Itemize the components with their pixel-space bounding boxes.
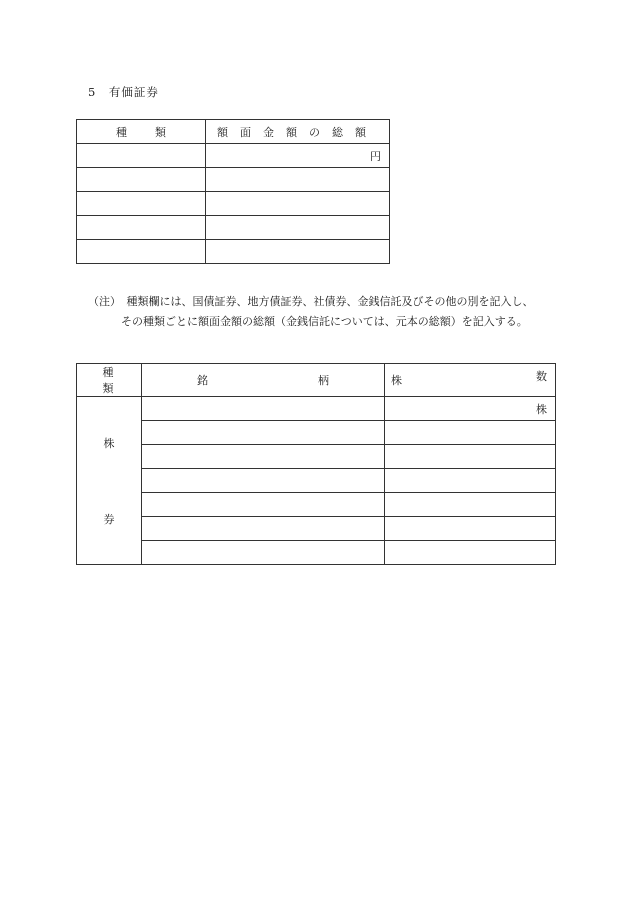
header-issue-name-right: 柄 [318,374,329,387]
header-issue-name [142,364,385,397]
kind-stock-top: 株 [103,436,115,450]
stock-certificates-table [76,363,556,565]
table-row [77,469,556,493]
amount-cell[interactable] [206,240,390,264]
section-title: 有価証券 [108,85,159,99]
issue-name-cell[interactable] [142,397,385,421]
table-row [77,192,390,216]
table-row [77,445,556,469]
header-total-face-value: 額面金額の総額 [206,120,390,144]
table-row [77,541,556,565]
amount-cell[interactable] [206,216,390,240]
table-row [77,168,390,192]
share-count-cell[interactable] [385,469,556,493]
note-line-2: その種類ごとに額面金額の総額（金銭信託については、元本の総額）を記入する。 [121,315,528,328]
issue-name-cell[interactable] [142,469,385,493]
table-row [77,397,556,421]
section-heading [88,84,159,100]
amount-cell[interactable] [206,168,390,192]
issue-name-cell[interactable] [142,517,385,541]
header-kind: 種類 [77,120,206,144]
kind-cell[interactable] [77,240,206,264]
note-label: （注） [88,295,116,308]
kind-cell[interactable] [77,192,206,216]
note-text [88,292,534,332]
table-row [77,144,390,168]
kind-cell[interactable] [77,144,206,168]
amount-cell[interactable] [206,192,390,216]
header-share-count-left: 株 [391,374,402,387]
kind-stock-bottom: 券 [103,512,115,526]
share-count-cell[interactable] [385,445,556,469]
table-header-row [77,120,390,144]
share-count-cell[interactable] [385,517,556,541]
kind-stock-label [77,435,141,527]
share-count-cell[interactable] [385,541,556,565]
header-issue-name-left: 銘 [197,374,208,387]
header-share-count-right: 数 [536,370,547,383]
kind-stock-cell [77,397,142,565]
securities-amount-table [76,119,390,264]
table-row [77,493,556,517]
share-count-cell[interactable]: 株 [385,397,556,421]
issue-name-cell[interactable] [142,493,385,517]
table-row [77,517,556,541]
kind-cell[interactable] [77,216,206,240]
share-count-cell[interactable] [385,421,556,445]
issue-name-cell[interactable] [142,421,385,445]
table-row [77,421,556,445]
issue-name-cell[interactable] [142,445,385,469]
kind-cell[interactable] [77,168,206,192]
table-row [77,240,390,264]
section-number: 5 [88,85,97,99]
header-kind: 種類 [77,364,142,397]
issue-name-cell[interactable] [142,541,385,565]
note-line-1: 種類欄には、国債証券、地方債証券、社債券、金銭信託及びその他の別を記入し、 [126,295,534,308]
amount-cell[interactable]: 円 [206,144,390,168]
table-row [77,216,390,240]
table-header-row [77,364,556,397]
share-count-cell[interactable] [385,493,556,517]
header-share-count [385,364,556,397]
